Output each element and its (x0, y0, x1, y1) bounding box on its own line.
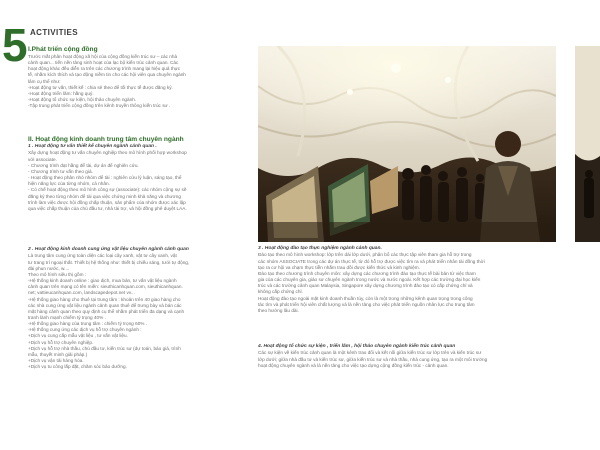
text-line: -Hệ thống giao hàng của trung tâm : chiếm tỷ trọng 60% . (28, 321, 148, 327)
text-line: theo hướng lâu dài. (258, 307, 299, 313)
text-line: cảnh quan trên mạng có tên miền: sieuthicanhquan.com, sieuthicanhquan. (28, 284, 183, 290)
text-line: gia của các chuyên gia, giáo sư chuyên ngành trong nước và nước ngoài. Kết hợp các trường đại học kiến (258, 277, 481, 283)
sub3-title: 3 . Hoạt động đào tạo thực nghiệm ngành cảnh quan. (258, 246, 382, 251)
text-line: tranh lành mạnh chiếm tỷ trọng 40% . (28, 314, 106, 320)
text-line: net; vattieucanhquan.com, landscapedepot.net vv... (28, 290, 135, 296)
part2-block (28, 136, 254, 212)
part1-block (28, 46, 254, 109)
event-photo-illustration (258, 46, 556, 242)
part2-title: II. Hoạt động kinh doanh trung tâm chuyên ngành (28, 136, 184, 143)
text-line: +Dịch vụ tu công lắp đặt, chăm sóc bảo dưỡng. (28, 364, 127, 370)
text-line: hoạt động khác đều diễn ra trên các chương trình mang lại hiệu quả thực (28, 66, 181, 72)
event-photo-secondary (575, 46, 600, 242)
text-line: mẫu, thuyết minh giải pháp.) (28, 351, 88, 357)
text-line: trình làm việc được hội đồng chấp thuận, sản phẩm của nhóm được xác lập (28, 199, 186, 205)
text-line: -Hệ thống giao hàng cho thuê tại trung tâm : khoản trên 40 giao hàng cho (28, 296, 181, 302)
text-line: mặt hàng cảnh quan theo quy định cụ thể nhằm phát triển đa dạng và cạnh (28, 308, 185, 314)
text-line: Đào tạo theo chương trình chuyên môn: xây dựng các chương trình đào tạo thực tế bài bản từ việc tham (258, 270, 476, 276)
part1-title: I.Phát triển cộng đồng (28, 46, 98, 53)
sub2-title: 2 . Hoạt động kinh doanh cung ứng vật liệu chuyên ngành cảnh quan (28, 247, 189, 252)
text-line: các nhóm ASSOCIATE trong các dự án thực tế, từ đó hỗ trợ được việc tìm ra và phát triển nhân tài đồng thời (258, 258, 485, 264)
section-number: 5 (2, 19, 28, 71)
text-line: không cấp chứng chỉ. (258, 289, 303, 295)
text-line: -Tập trung phát triển cộng đồng trên kênh truyền thông kiến trúc sư . (28, 103, 171, 109)
text-line: các nhà cung ứng vật liệu ngành cảnh quan thuê để trưng bày và bán các (28, 302, 182, 308)
text-line: Xây dựng hoạt động tư vấn chuyên nghiệp theo mô hình phối hợp workshop (28, 150, 187, 156)
text-line: - Hoạt động theo phân nhỏ nhóm để tài : nghiên cứu lý luận, sáng tạo, thể (28, 175, 182, 181)
text-line: +Dịch vụ hỗ trợ nhà thầu, chủ đầu tư, kiến trúc sư (dự toán, báo giá, trình (28, 345, 181, 351)
sub1-body (28, 150, 254, 212)
text-line: - Chương trình đạt hằng để tài, dự án để nghiên cứu. (28, 162, 139, 168)
text-line: hiện năng lực của từng nhóm, cá nhân. (28, 181, 110, 187)
text-line: +Dịch vụ hỗ trợ chuyên nghiệp. (28, 339, 94, 345)
text-line: Đào tạo theo mô hình workshop: lớp trên dài lớp dưới, phân bổ các thực tập viên tham gia hỗ trợ trong (258, 252, 472, 258)
text-line: trúc và các trường cảnh quan Malaysia, Singapore xây dựng chương trình đào tạo có cấp chứng chỉ và (258, 283, 473, 289)
text-line: +Dịch vụ cung cấp mẫu vật liệu , tư vấn vật liệu. (28, 333, 128, 339)
text-line: Các sự kiện về kiến trúc cảnh quan là một kênh trao đổi và kết nối giữa kiến trúc sư lớp trên và kiến trúc sư (258, 350, 482, 356)
text-line: với associate. (28, 156, 57, 162)
text-line: lớp dưới; giữa nhà đầu tư và kiến trúc sư, giữa kiến trúc sư và nhà thầu, nhà cung ứng, tạo ra một môi trường (258, 356, 488, 362)
text-line: - Chương trình tư vấn theo giá. (28, 168, 93, 174)
text-line: Theo mô hình siêu thị gồm : (28, 271, 87, 277)
text-line: -Hoạt động triển lãm: hằng quý. (28, 90, 94, 96)
text-line: -Hoạt động tổ chức sự kiện, hội thảo chuyên ngành. (28, 97, 137, 103)
event-photo-secondary-illustration (575, 46, 600, 242)
text-line: cảnh quan... tiến nền tảng sinh hoạt của lạc bộ kiến trúc cảnh quan. Các (28, 60, 179, 66)
text-line: đài phun nước, w.... (28, 265, 70, 271)
text-line: hoạt động chuyên ngành và là nền tảng cho việc tạo dựng cộng đồng kiến trúc - cảnh quan. (258, 362, 449, 368)
text-line: lâm cụ thể như: (28, 78, 61, 84)
sub2-block (28, 247, 254, 370)
text-line: -Hệ thống kinh doanh online : giao dịch, mua bán, tư vấn vật liệu ngành (28, 278, 177, 284)
text-line: Hoạt động đào tạo ngoài mặt kinh doanh thuần túy, còn là một trong những kênh quan trọng trong công (258, 295, 473, 301)
text-line: tạo ra cơ hội va chạm thực tiễn nhằm trau dồi được kiến thức và kinh nghiệm. (258, 264, 420, 270)
sub1-title: 1 . Hoạt động tư vấn thiết kế chuyên ngành cảnh quan . (28, 144, 157, 149)
event-photo (258, 46, 556, 242)
section-title: ACTIVITIES (30, 28, 79, 37)
sub4-title: 4. Hoạt động tổ chức sự kiện , triển lãm , hội thảo chuyên ngành kiến trúc cảnh quan (258, 344, 456, 349)
text-line: Là trung tâm cung ứng toàn diện các loại cây xanh, vật tư cây xanh, vật (28, 253, 177, 259)
text-line: đăng ký theo từng nhóm để tài qua việc chứng minh khả năng và chương (28, 193, 181, 199)
text-line: Trước mắt phân hoạt động xã hội của cộng đồng kiến trúc sư – các nhà (28, 54, 178, 59)
text-line: +Dịch vụ vận tải hàng hóa. (28, 358, 84, 364)
text-line: -Hoạt động tư vấn, thiết kế : chia sẻ theo để tối thực tế được đăng ký. (28, 84, 173, 90)
text-line: tư trang trí ngoại thất. Thiết bị hệ thống như: thiết bị chiếu sáng, tưới tự động, (28, 259, 190, 265)
text-line: qua việc chấp thuận của chủ đầu tư, nhà tài trợ, và hội đồng phê duyệt LAA. (28, 205, 187, 211)
text-line: tế, nhằm kích thích và tạo động niềm tin cho các hội viên qua chuyên ngành (28, 72, 186, 78)
part1-body (28, 54, 254, 109)
text-line: -Hệ thống cung ứng các dịch vụ hỗ trợ chuyên ngành : (28, 327, 142, 333)
sub3-body (258, 252, 558, 314)
sub2-body (28, 253, 254, 370)
sub3-block (258, 246, 558, 314)
text-line: - Có chế hoạt động theo mô hình công sự (associate): các nhóm cộng sự sẽ (28, 187, 187, 193)
sub4-block (258, 344, 558, 369)
sub4-body (258, 350, 558, 368)
text-line: tác tìm và phát triển hội viên chất lượng và là nền tảng cho việc phát triển nguồn nhân lực cho trung tâm (258, 301, 475, 307)
